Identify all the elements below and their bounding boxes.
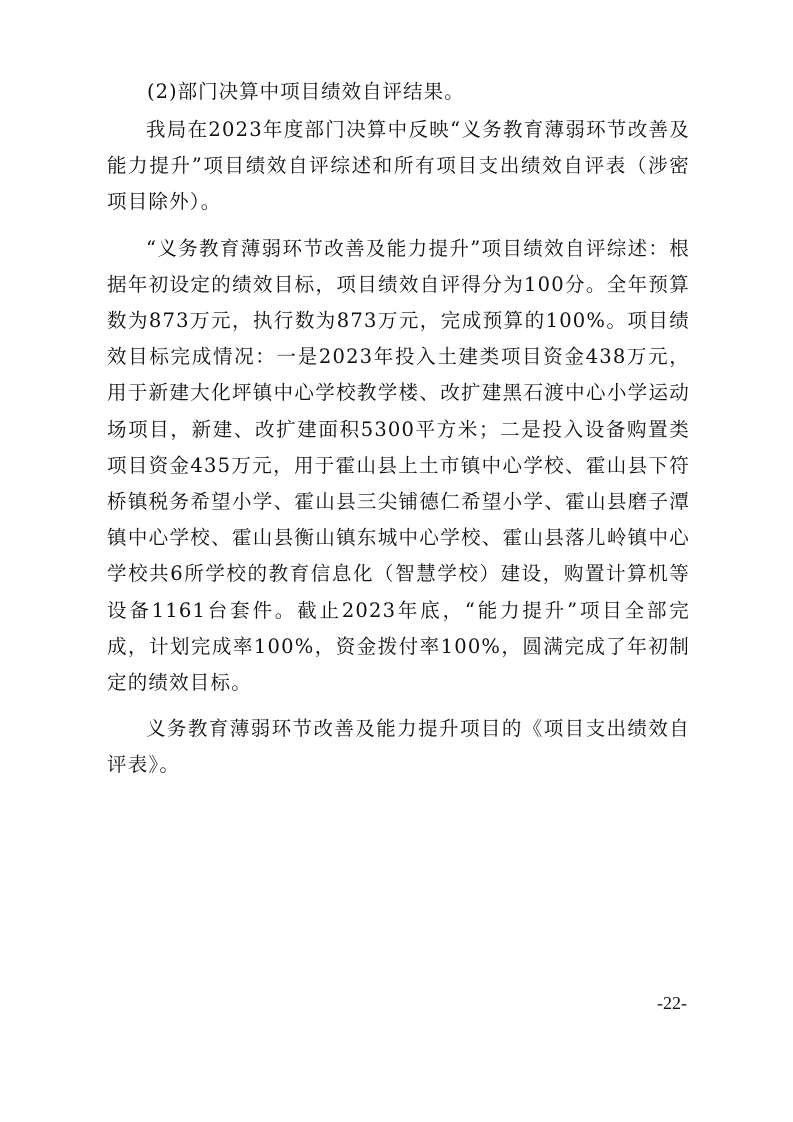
document-body (107, 72, 690, 784)
paragraph-summary: “义务教育薄弱环节改善及能力提升”项目绩效自评综述：根据年初设定的绩效目标，项目绩效自评得分为100分。全年预算数为873万元，执行数为873万元，完成预算的100%。项目绩效目标完成情况：一是2023年投入土建类项目资金438万元，用于新建大化坪镇中心学校教学楼、改扩建黑石渡中心小学运动场项目，新建、改扩建面积5300平方米；二是投入设备购置类项目资金435万元，用于霍山县上土市镇中心学校、霍山县下符桥镇税务希望小学、霍山县三尖铺德仁希望小学、霍山县磨子潭镇中心学校、霍山县衡山镇东城中心学校、霍山县落儿岭镇中心学校共6所学校的教育信息化（智慧学校）建设，购置计算机等设备1161台套件。截止2023年底，“能力提升”项目全部完成，计划完成率100%，资金拨付率100%，圆满完成了年初制定的绩效目标。 (107, 236, 690, 695)
paragraph-intro: 我局在2023年度部门决算中反映“义务教育薄弱环节改善及能力提升”项目绩效自评综述和所有项目支出绩效自评表（涉密项目除外）。 (107, 118, 690, 214)
paragraph-table-reference: 义务教育薄弱环节改善及能力提升项目的《项目支出绩效自评表》。 (107, 717, 690, 777)
page-number: -22- (657, 993, 687, 1013)
section-heading: (2)部门决算中项目绩效自评结果。 (147, 80, 465, 103)
